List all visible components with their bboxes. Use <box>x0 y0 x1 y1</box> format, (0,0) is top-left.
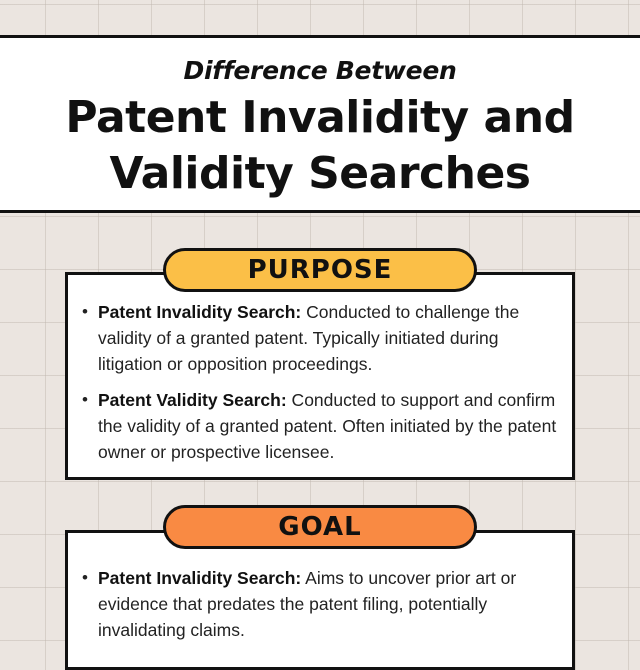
item-text: Aims to uncover prior art or evidence that predates the patent filing, potentially invalidating claims. <box>98 568 517 640</box>
page-title <box>0 90 640 202</box>
page-subtitle: Difference Between <box>183 56 457 85</box>
item-label: Patent Invalidity Search: <box>98 302 302 322</box>
item-text: Conducted to support and confirm the validity of a granted patent. Often initiated by the patent owner or prospective licensee. <box>98 390 557 462</box>
item-label: Patent Validity Search: <box>98 390 287 410</box>
header-banner <box>0 35 640 213</box>
bullet-icon: • <box>82 390 88 409</box>
list-item <box>80 299 558 377</box>
goal-card <box>65 530 575 670</box>
goal-heading-pill: GOAL <box>163 505 477 549</box>
page-title-line-2: Validity Searches <box>109 148 531 199</box>
page-title-line-1: Patent Invalidity and <box>65 92 575 143</box>
purpose-card <box>65 272 575 480</box>
bullet-icon: • <box>82 568 88 587</box>
purpose-list <box>80 299 558 475</box>
purpose-heading-pill: PURPOSE <box>163 248 477 292</box>
item-text: Conducted to challenge the validity of a granted patent. Typically initiated during litigation or opposition proceedings. <box>98 302 520 374</box>
list-item <box>80 387 558 465</box>
bullet-icon: • <box>82 302 88 321</box>
item-label: Patent Invalidity Search: <box>98 568 302 588</box>
list-item <box>80 565 558 643</box>
